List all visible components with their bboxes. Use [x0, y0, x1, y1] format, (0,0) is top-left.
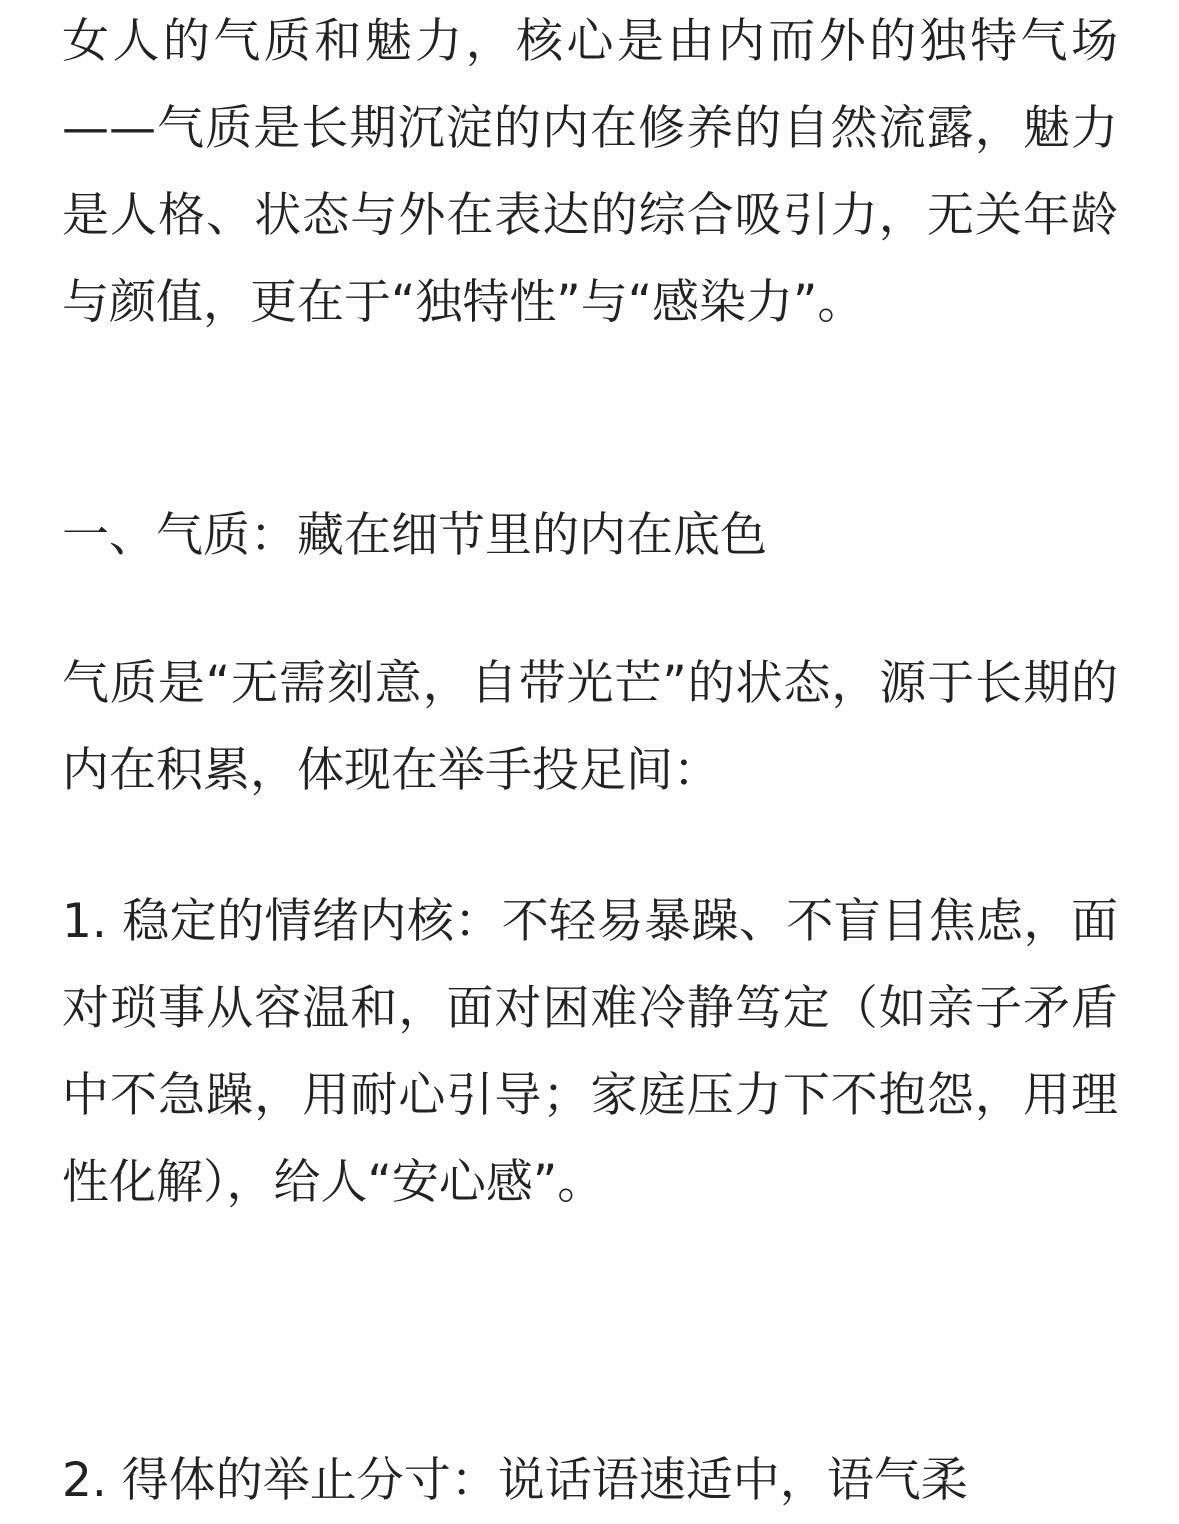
list-item: 2. 得体的举止分寸：说话语速适中，语气柔 [62, 1453, 968, 1508]
list-item: 1. 稳定的情绪内核：不轻易暴躁、不盲目焦虑，面对琐事从容温和，面对困难冷静笃定（如亲子矛盾中不急躁，用耐心引导；家庭压力下不抱怨，用理性化解），给人“安心感”。 [62, 894, 1118, 1210]
section-intro-paragraph: 气质是“无需刻意，自带光芒”的状态，源于长期的内在积累，体现在举手投足间： [62, 656, 1118, 798]
intro-paragraph: 女人的气质和魅力，核心是由内而外的独特气场——气质是长期沉淀的内在修养的自然流露，魅力是人格、状态与外在表达的综合吸引力，无关年龄与颜值，更在于“独特性”与“感染力”。 [62, 14, 1118, 330]
section-heading: 一、气质：藏在细节里的内在底色 [62, 508, 767, 563]
